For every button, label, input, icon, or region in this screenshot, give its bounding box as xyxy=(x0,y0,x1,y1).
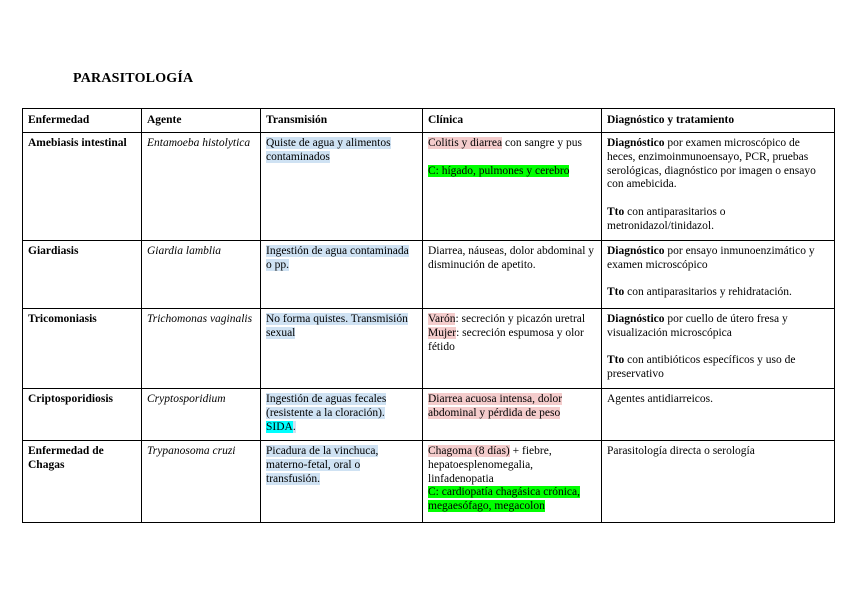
parasitology-table xyxy=(22,108,835,523)
treatment-text: con antibióticos específicos y uso de preservativo xyxy=(607,354,796,381)
diagnosis-label: Diagnóstico xyxy=(607,137,665,149)
clinical-text: Diarrea, náuseas, dolor abdominal y disminución de apetito. xyxy=(428,245,595,271)
table-row xyxy=(23,133,835,241)
diagnosis-cell xyxy=(602,389,835,441)
disease-cell: Giardiasis xyxy=(23,241,142,309)
complication-text: C: cardiopatía chagásica crónica, megaesófago, megacolon xyxy=(428,486,580,513)
clinical-text: : secreción espumosa y olor fétido xyxy=(428,326,584,353)
transmission-cell xyxy=(261,133,423,241)
diagnosis-label: Diagnóstico xyxy=(607,313,665,325)
transmission-cell xyxy=(261,309,423,389)
agent-cell: Entamoeba histolytica xyxy=(142,133,261,241)
transmission-text: Quiste de agua y alimentos contaminados xyxy=(266,137,391,163)
clinical-cell xyxy=(423,441,602,523)
diagnosis-text: Agentes antidiarreicos. xyxy=(607,393,714,405)
header-agent: Agente xyxy=(142,109,261,133)
clinical-cell xyxy=(423,309,602,389)
table-row xyxy=(23,241,835,309)
clinical-text: + fiebre, hepatoesplenomegalia, linfadenopatia xyxy=(428,445,552,485)
treatment-text: con antiparasitarios o metronidazol/tinidazol. xyxy=(607,205,726,232)
clinical-text: con sangre y pus xyxy=(502,137,582,149)
header-disease: Enfermedad xyxy=(23,109,142,133)
clinical-cell xyxy=(423,389,602,441)
diagnosis-label: Diagnóstico xyxy=(607,245,665,257)
complication-text: C: hígado, pulmones y cerebro xyxy=(428,164,570,177)
clinical-cell xyxy=(423,133,602,241)
diagnosis-text: Parasitología directa o serología xyxy=(607,445,755,457)
agent-cell: Trichomonas vaginalis xyxy=(142,309,261,389)
treatment-text: con antiparasitarios y rehidratación. xyxy=(624,286,792,299)
disease-cell: Enfermedad de Chagas xyxy=(23,441,142,523)
clinical-highlight: Chagoma (8 días) xyxy=(428,445,510,457)
disease-cell: Criptosporidiosis xyxy=(23,389,142,441)
clinical-highlight: Colitis y diarrea xyxy=(428,137,503,149)
header-diagnosis: Diagnóstico y tratamiento xyxy=(602,109,835,133)
diagnosis-text: por cuello de útero fresa y visualización microscópica xyxy=(607,313,788,339)
transmission-text: Ingestión de aguas fecales (resistente a la cloración). xyxy=(266,393,387,419)
clinical-text: : secreción y picazón uretral xyxy=(455,313,586,325)
treatment-label: Tto xyxy=(607,354,625,367)
diagnosis-cell xyxy=(602,133,835,241)
treatment-label: Tto xyxy=(607,205,625,218)
diagnosis-cell xyxy=(602,441,835,523)
transmission-text-end: . xyxy=(292,420,296,433)
transmission-highlight-sida: SIDA xyxy=(266,420,293,433)
transmission-cell xyxy=(261,241,423,309)
transmission-cell xyxy=(261,441,423,523)
transmission-text: Picadura de la vinchuca, materno-fetal, oral o transfusión. xyxy=(266,445,379,485)
disease-cell: Amebiasis intestinal xyxy=(23,133,142,241)
diagnosis-cell xyxy=(602,309,835,389)
diagnosis-text: por examen microscópico de heces, enzimoinmunoensayo, PCR, pruebas serológicas, diagnóstico por imagen o ensayo con amebicida. xyxy=(607,137,816,191)
clinical-highlight: Mujer xyxy=(428,326,457,339)
clinical-highlight: Varón xyxy=(428,313,456,325)
agent-cell: Cryptosporidium xyxy=(142,389,261,441)
clinical-cell xyxy=(423,241,602,309)
transmission-cell xyxy=(261,389,423,441)
diagnosis-cell xyxy=(602,241,835,309)
transmission-text: Ingestión de agua contaminada o pp. xyxy=(266,245,409,271)
disease-cell: Tricomoniasis xyxy=(23,309,142,389)
header-transmission: Transmisión xyxy=(261,109,423,133)
transmission-text: No forma quistes. Transmisión sexual xyxy=(266,313,408,339)
header-clinical: Clínica xyxy=(423,109,602,133)
treatment-label: Tto xyxy=(607,286,625,299)
agent-cell: Giardia lamblia xyxy=(142,241,261,309)
page-title: PARASITOLOGÍA xyxy=(73,71,194,86)
table-row xyxy=(23,441,835,523)
diagnosis-text: por ensayo inmunoenzimático y examen microscópico xyxy=(607,245,815,271)
table-header-row xyxy=(23,109,835,133)
table-row xyxy=(23,389,835,441)
table-row xyxy=(23,309,835,389)
agent-cell: Trypanosoma cruzi xyxy=(142,441,261,523)
clinical-highlight: Diarrea acuosa intensa, dolor abdominal y pérdida de peso xyxy=(428,393,563,419)
